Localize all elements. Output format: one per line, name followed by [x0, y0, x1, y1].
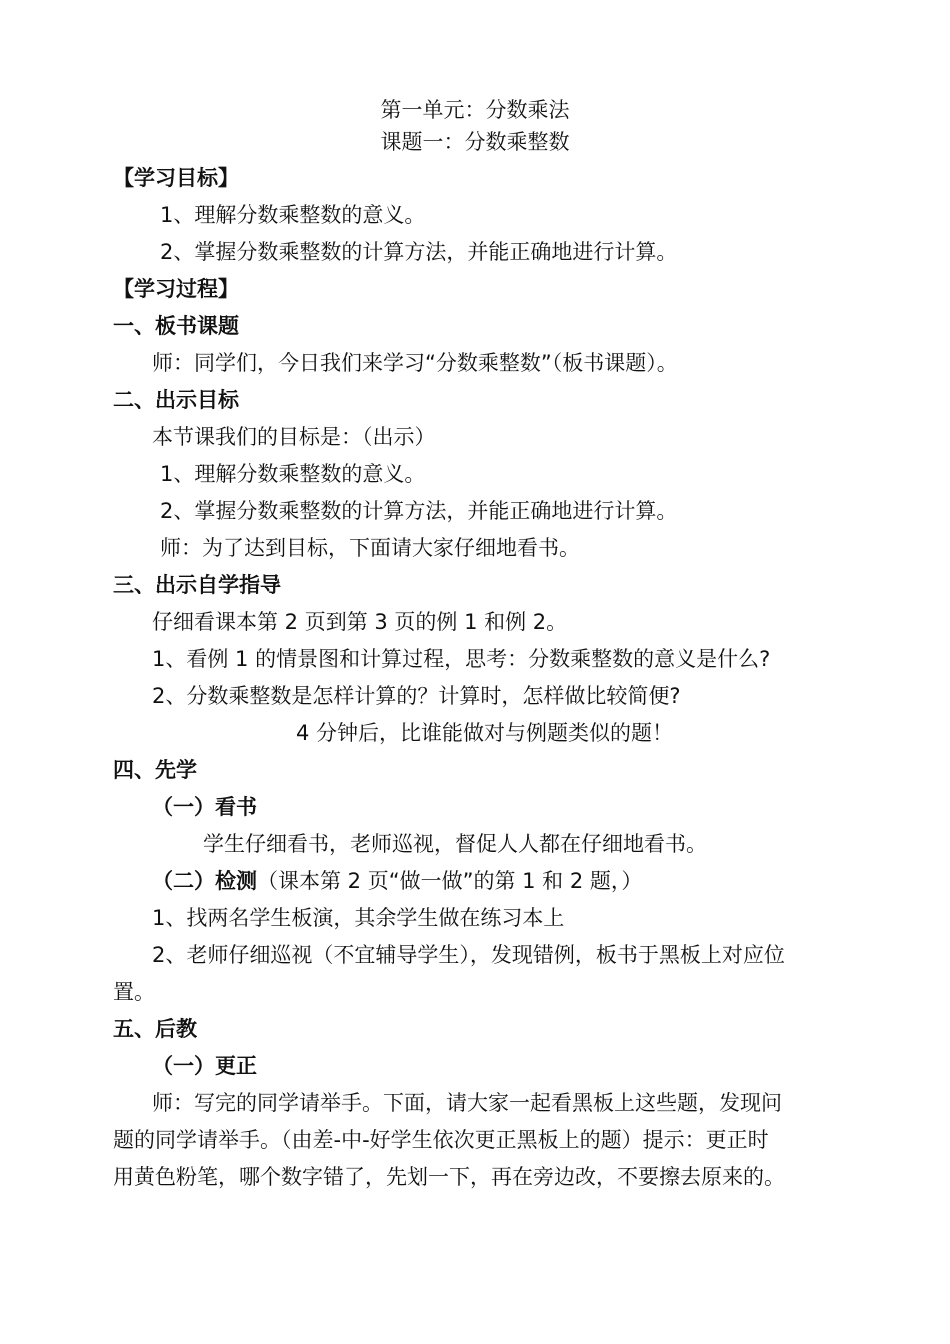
section3-intro: 仔细看课本第 2 页到第 3 页的例 1 和例 2。 [152, 610, 568, 634]
section3-item-2: 2、分数乘整数是怎样计算的？计算时，怎样做比较简便? [152, 684, 681, 708]
section4-sub1-heading: （一）看书 [152, 795, 257, 819]
section3-item-1: 1、看例 1 的情景图和计算过程，思考：分数乘整数的意义是什么? [152, 647, 771, 671]
section5-sub1-heading: （一）更正 [152, 1054, 257, 1078]
section1-heading: 一、板书课题 [113, 314, 239, 338]
objective-item-1: 1、理解分数乘整数的意义。 [160, 203, 426, 227]
section3-heading: 三、出示自学指导 [113, 573, 281, 597]
section4-sub2-item-2-cont: 置。 [113, 980, 155, 1004]
section2-intro: 本节课我们的目标是：（出示） [152, 425, 436, 449]
section4-heading: 四、先学 [113, 758, 197, 782]
section4-sub2-item-1: 1、找两名学生板演，其余学生做在练习本上 [152, 906, 565, 930]
section5-heading: 五、后教 [113, 1017, 197, 1041]
section4-sub2-item-2: 2、老师仔细巡视（不宜辅导学生），发现错例，板书于黑板上对应位 [152, 943, 785, 967]
process-heading: 【学习过程】 [113, 277, 239, 301]
section5-sub1-line-2: 题的同学请举手。（由差-中-好学生依次更正黑板上的题）提示：更正时 [113, 1128, 769, 1152]
section4-sub2-heading: （二）检测 [152, 869, 257, 893]
section5-sub1-line-1: 师：写完的同学请举手。下面，请大家一起看黑板上这些题，发现问 [152, 1091, 782, 1115]
section2-heading: 二、出示目标 [113, 388, 239, 412]
section3-note: 4 分钟后，比谁能做对与例题类似的题！ [296, 721, 674, 745]
lesson-title: 课题一：分数乘整数 [380, 130, 570, 154]
section4-sub2-line [152, 866, 642, 896]
section2-item-2: 2、掌握分数乘整数的计算方法，并能正确地进行计算。 [160, 499, 678, 523]
section2-item-1: 1、理解分数乘整数的意义。 [160, 462, 426, 486]
section1-text: 师：同学们，今日我们来学习“分数乘整数”（板书课题）。 [152, 351, 678, 375]
section2-teacher: 师：为了达到目标，下面请大家仔细地看书。 [160, 536, 580, 560]
section4-sub1-text: 学生仔细看书，老师巡视，督促人人都在仔细地看书。 [203, 832, 707, 856]
unit-title: 第一单元：分数乘法 [380, 98, 570, 122]
section4-sub2-detail: （课本第 2 页“做一做”的第 1 和 2 题，） [257, 869, 643, 893]
objective-item-2: 2、掌握分数乘整数的计算方法，并能正确地进行计算。 [160, 240, 678, 264]
objectives-heading: 【学习目标】 [113, 166, 239, 190]
section5-sub1-line-3: 用黄色粉笔，哪个数字错了，先划一下，再在旁边改，不要擦去原来的。 [113, 1165, 785, 1189]
